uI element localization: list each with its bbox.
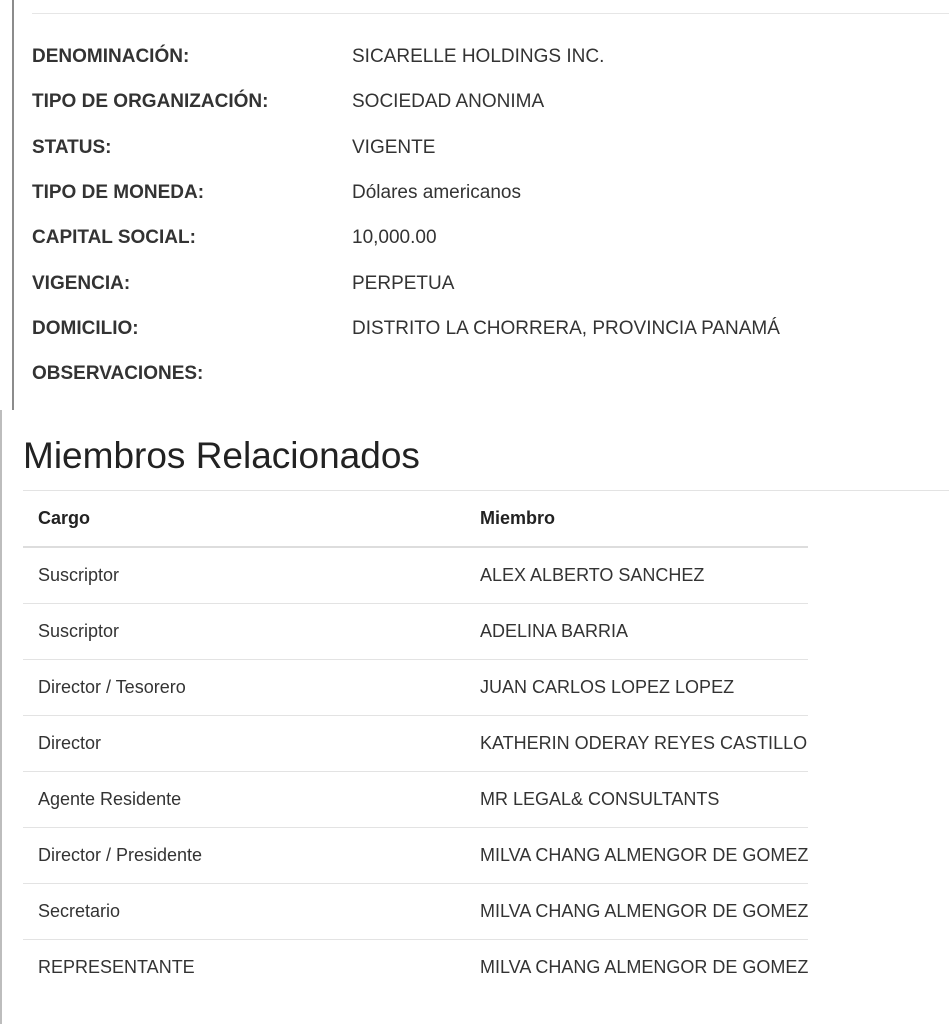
table-header-row — [23, 491, 808, 547]
panel-left-border — [12, 0, 14, 410]
cargo-cell: Secretario — [23, 884, 465, 940]
detail-value: SOCIEDAD ANONIMA — [352, 91, 545, 113]
table-row — [23, 940, 808, 996]
detail-row-capital-social — [32, 215, 949, 260]
company-details-panel — [0, 0, 949, 410]
detail-row-observaciones — [32, 351, 949, 396]
detail-value: 10,000.00 — [352, 227, 437, 249]
cargo-cell: REPRESENTANTE — [38, 957, 195, 977]
cargo-cell: Director / Tesorero — [23, 660, 465, 716]
column-header-miembro: Miembro — [465, 491, 808, 547]
table-row — [23, 547, 808, 604]
detail-row-vigencia — [32, 260, 949, 305]
cargo-cell: Director / Presidente — [23, 828, 465, 884]
company-details-list — [32, 34, 949, 396]
detail-label: DOMICILIO: — [32, 317, 139, 339]
detail-value: Dólares americanos — [352, 182, 521, 204]
miembro-cell: MR LEGAL& CONSULTANTS — [465, 772, 808, 828]
table-row — [23, 884, 808, 940]
detail-label: TIPO DE ORGANIZACIÓN: — [32, 91, 269, 113]
table-row — [23, 660, 808, 716]
table-row — [23, 604, 808, 660]
detail-label: VIGENCIA: — [32, 272, 131, 294]
column-header-cargo: Cargo — [23, 491, 465, 547]
miembro-cell: MILVA CHANG ALMENGOR DE GOMEZ — [480, 957, 809, 977]
detail-value: VIGENTE — [352, 136, 436, 158]
top-divider — [32, 13, 949, 14]
miembro-cell: MILVA CHANG ALMENGOR DE GOMEZ — [465, 828, 808, 884]
table-row — [23, 828, 808, 884]
detail-value: PERPETUA — [352, 272, 455, 294]
detail-label: DENOMINACIÓN: — [32, 46, 190, 68]
detail-row-tipo-moneda — [32, 170, 949, 215]
related-members-panel — [0, 410, 949, 1024]
detail-label: TIPO DE MONEDA: — [32, 182, 205, 204]
detail-label: OBSERVACIONES: — [32, 363, 204, 385]
detail-row-domicilio — [32, 306, 949, 351]
cargo-cell: Agente Residente — [23, 772, 465, 828]
detail-value: DISTRITO LA CHORRERA, PROVINCIA PANAMÁ — [352, 317, 780, 339]
members-table — [23, 491, 808, 995]
detail-row-status — [32, 125, 949, 170]
miembro-cell: JUAN CARLOS LOPEZ LOPEZ — [465, 660, 808, 716]
miembro-cell: MILVA CHANG ALMENGOR DE GOMEZ — [465, 884, 808, 940]
cargo-cell: Suscriptor — [23, 604, 465, 660]
detail-row-tipo-organizacion — [32, 79, 949, 124]
miembro-cell: ALEX ALBERTO SANCHEZ — [465, 547, 808, 604]
miembro-cell: KATHERIN ODERAY REYES CASTILLO — [465, 716, 808, 772]
detail-value: SICARELLE HOLDINGS INC. — [352, 46, 605, 68]
table-row — [23, 772, 808, 828]
detail-row-denominacion — [32, 34, 949, 79]
table-row — [23, 716, 808, 772]
miembro-cell: ADELINA BARRIA — [465, 604, 808, 660]
panel-left-border — [0, 410, 2, 1024]
section-title: Miembros Relacionados — [23, 435, 420, 476]
cargo-cell: Director — [23, 716, 465, 772]
detail-label: STATUS: — [32, 136, 112, 158]
cargo-cell: Suscriptor — [23, 547, 465, 604]
detail-label: CAPITAL SOCIAL: — [32, 227, 196, 249]
